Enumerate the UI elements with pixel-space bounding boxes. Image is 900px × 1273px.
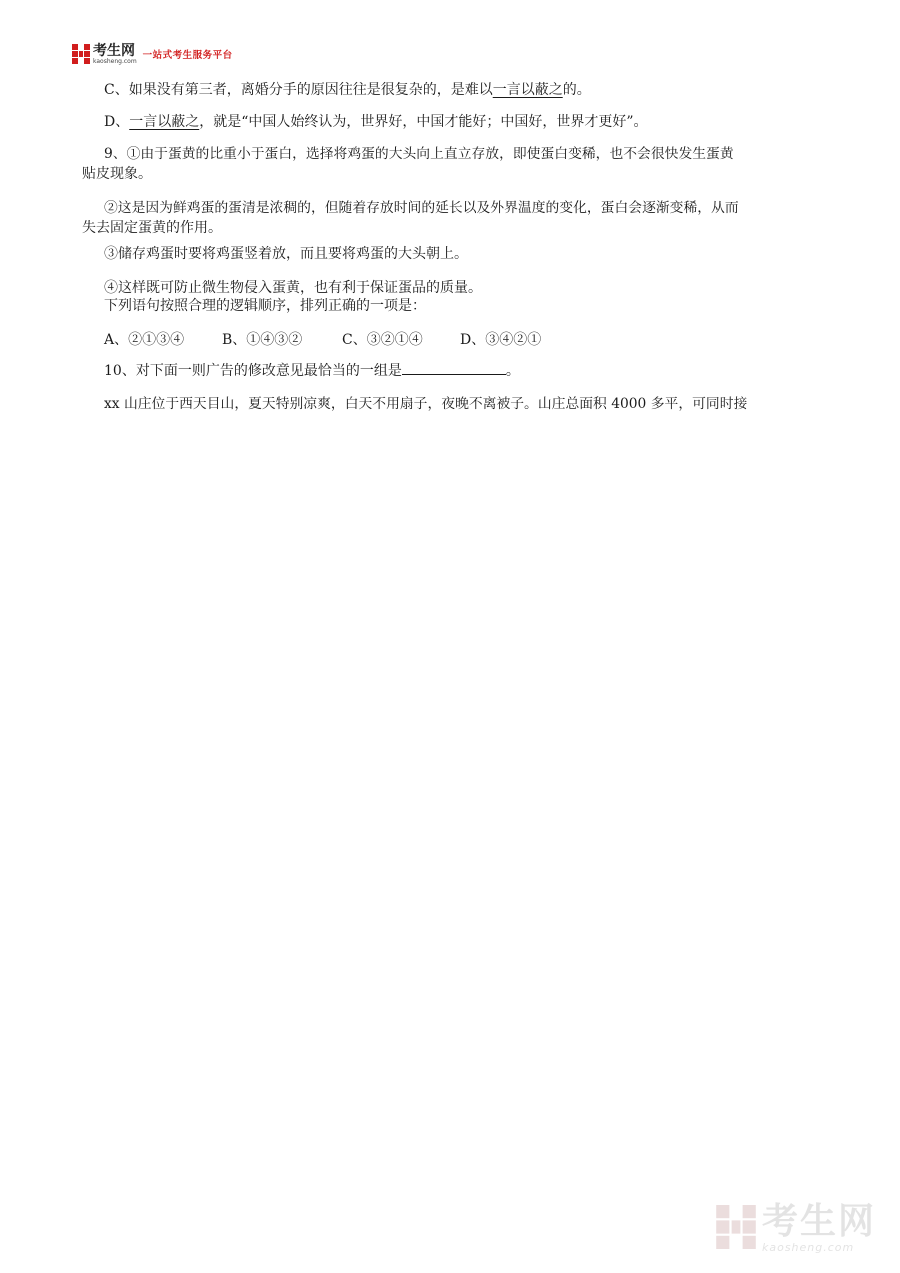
question-9-sentence-3: ③储存鸡蛋时要将鸡蛋竖着放，而且要将鸡蛋的大头朝上。: [104, 246, 468, 262]
question-9-prompt: 下列语句按照合理的逻辑顺序，排列正确的一项是：: [104, 298, 426, 314]
option-a: A、②①③④: [104, 332, 185, 348]
site-slogan: 一站式考生服务平台: [142, 50, 233, 61]
question-9-sentence-2a: ②这是因为鲜鸡蛋的蛋清是浓稠的，但随着存放时间的延长以及外界温度的变化，蛋白会逐渐变稀，从而: [104, 200, 739, 216]
text-segment: 的。: [562, 82, 591, 98]
watermark-wordmark: [761, 1201, 876, 1254]
question-9-sentence-2b: 失去固定蛋黄的作用。: [82, 220, 222, 236]
question-10-line: [104, 360, 520, 382]
ad-text-line: xx 山庄位于西天目山，夏天特别凉爽，白天不用扇子，夜晚不离被子。山庄总面积 4000 多平，可同时接: [104, 396, 748, 412]
watermark-name: 考生网: [761, 1201, 876, 1242]
question-9-sentence-4: ④这样既可防止微生物侵入蛋黄，也有利于保证蛋品的质量。: [104, 280, 482, 296]
question-9-sentence-1a: 9、①由于蛋黄的比重小于蛋白，选择将鸡蛋的大头向上直立存放，即使蛋白变稀，也不会很快发生蛋黄: [104, 146, 734, 162]
answer-blank: [402, 360, 506, 375]
question-9-sentence-1b: 贴皮现象。: [82, 166, 152, 182]
option-b: B、①④③②: [222, 332, 303, 348]
underlined-phrase: 一言以蔽之: [492, 82, 563, 98]
underlined-phrase: 一言以蔽之: [129, 114, 200, 130]
logo-name: 考生网: [93, 42, 135, 59]
logo-wordmark: [93, 44, 137, 65]
watermark-logo-icon: [716, 1205, 756, 1253]
site-header: [72, 42, 233, 66]
text-segment: C、如果没有第三者，离婚分手的原因往往是很复杂的，是难以: [104, 82, 493, 98]
watermark: [716, 1201, 876, 1254]
watermark-domain: kaosheng.com: [761, 1241, 855, 1254]
logo-icon: [72, 44, 90, 64]
text-segment: D、: [104, 114, 130, 130]
option-c-line: [104, 80, 591, 101]
option-d-line: [104, 112, 648, 133]
text-segment: ，就是“中国人始终认为，世界好，中国才能好；中国好，世界才更好”。: [199, 114, 648, 130]
question-9-options: [104, 330, 541, 351]
option-c: C、③②①④: [342, 332, 423, 348]
logo-domain: kaosheng.com: [93, 57, 137, 65]
option-d: D、③④②①: [460, 332, 542, 348]
text-segment: 10、对下面一则广告的修改意见最恰当的一组是: [104, 363, 402, 379]
text-segment: 。: [505, 363, 520, 379]
